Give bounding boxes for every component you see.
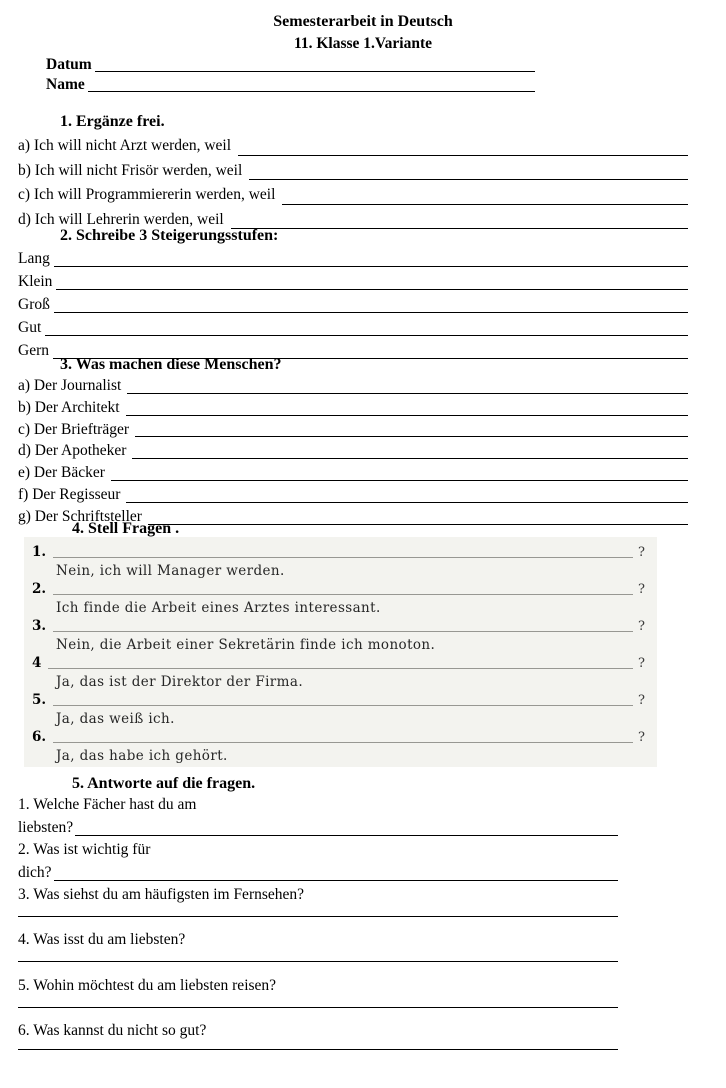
given-answer: Nein, die Arbeit einer Sekretärin finde ich monoton. xyxy=(56,637,436,653)
sentence-stem: b) Ich will nicht Frisör werden, weil xyxy=(18,161,243,179)
section-3-heading: 3. Was machen diese Menschen? xyxy=(60,356,282,373)
worksheet-header xyxy=(0,10,726,95)
question-answer-pair xyxy=(32,692,645,729)
fill-in-row xyxy=(18,270,688,293)
question-text: 2. Was ist wichtig für xyxy=(18,841,151,858)
fill-in-row xyxy=(18,440,688,462)
question-mark: ? xyxy=(638,545,645,560)
blank-line xyxy=(18,997,618,1008)
fill-in-row xyxy=(18,484,688,506)
question-text: 1. Welche Fächer hast du am xyxy=(18,796,197,813)
question-mark: ? xyxy=(638,656,645,671)
question-text-continuation: liebsten? xyxy=(18,819,74,836)
name-row xyxy=(46,75,535,95)
adjective-label: Lang xyxy=(18,250,50,267)
fill-in-row xyxy=(18,247,688,270)
given-answer: Nein, ich will Manager werden. xyxy=(56,563,285,579)
question-number: 4 xyxy=(32,655,42,671)
blank-line xyxy=(75,816,618,836)
fill-in-row xyxy=(18,419,688,441)
datum-label: Datum xyxy=(46,56,92,73)
blank-line xyxy=(238,134,688,156)
question-number: 6. xyxy=(32,729,47,745)
blank-line xyxy=(127,375,688,394)
blank-line xyxy=(54,293,688,313)
name-label: Name xyxy=(46,76,85,93)
sentence-stem: d) Ich will Lehrerin werden, weil xyxy=(18,210,224,228)
profession-label: c) Der Briefträger xyxy=(18,420,130,438)
question-line xyxy=(32,618,645,635)
section-4-heading: 4. Stell Fragen . xyxy=(72,520,180,537)
question-continuation-row xyxy=(18,861,618,884)
blank-line xyxy=(111,462,688,481)
blank-line xyxy=(54,247,688,267)
given-answer: Ja, das habe ich gehört. xyxy=(56,748,228,764)
profession-label: a) Der Journalist xyxy=(18,377,122,394)
profession-label: d) Der Apotheker xyxy=(18,442,127,460)
fill-in-row xyxy=(18,293,688,316)
section-4-stell-fragen xyxy=(18,521,688,767)
blank-line xyxy=(282,183,688,205)
question-continuation-row xyxy=(18,816,618,839)
question-text: 5. Wohin möchtest du am liebsten reisen? xyxy=(18,977,277,994)
adjective-label: Groß xyxy=(18,296,50,313)
given-answer: Ja, das weiß ich. xyxy=(56,711,175,727)
blank-line xyxy=(126,484,688,503)
question-mark: ? xyxy=(638,619,645,634)
blank-line xyxy=(54,861,618,881)
adjective-label: Gern xyxy=(18,342,49,359)
question-line xyxy=(32,692,645,709)
profession-label: f) Der Regisseur xyxy=(18,485,121,503)
page-subtitle: 11. Klasse 1.Variante xyxy=(293,35,433,52)
question-number: 3. xyxy=(32,618,47,634)
datum-row xyxy=(46,55,535,75)
section-2-steigerungsstufen xyxy=(18,225,688,362)
question-number: 2. xyxy=(32,581,47,597)
question-mark: ? xyxy=(638,693,645,708)
blank-line xyxy=(249,159,688,181)
question-text: 3. Was siehst du am häufigsten im Fernsehen? xyxy=(18,886,305,903)
fill-in-row xyxy=(18,316,688,339)
section-1-heading: 1. Ergänze frei. xyxy=(60,113,165,130)
question-text: 6. Was kannst du nicht so gut? xyxy=(18,1022,207,1039)
blank-line xyxy=(18,906,618,917)
question-mark: ? xyxy=(638,730,645,745)
blank-line xyxy=(18,1042,618,1050)
wrapped-question xyxy=(18,794,688,839)
question-line xyxy=(32,544,645,561)
question-blank-line xyxy=(48,655,633,669)
blank-line xyxy=(126,397,688,416)
question-line xyxy=(32,655,645,672)
blank-line xyxy=(135,419,688,438)
section-2-heading: 2. Schreibe 3 Steigerungsstufen: xyxy=(60,227,279,244)
datum-blank-line xyxy=(95,55,535,72)
given-answer: Ja, das ist der Direktor der Firma. xyxy=(56,674,304,690)
fill-in-row xyxy=(18,134,688,159)
question-blank-line xyxy=(53,544,633,558)
page-title: Semesterarbeit in Deutsch xyxy=(273,13,453,30)
question-line xyxy=(32,729,645,746)
section-5-antworte xyxy=(18,774,688,1050)
question-mark: ? xyxy=(638,582,645,597)
question-text: 4. Was isst du am liebsten? xyxy=(18,931,186,948)
question-text-continuation: dich? xyxy=(18,864,52,881)
wrapped-question xyxy=(18,839,688,884)
adjective-label: Gut xyxy=(18,319,42,336)
sentence-stem: c) Ich will Programmiererin werden, weil xyxy=(18,186,276,204)
question-number: 1. xyxy=(32,544,47,560)
question-number: 5. xyxy=(32,692,47,708)
profession-label: b) Der Architekt xyxy=(18,398,120,416)
profession-label: g) Der Schriftsteller xyxy=(18,507,142,525)
section-5-heading: 5. Antworte auf die fragen. xyxy=(72,775,256,792)
name-blank-line xyxy=(88,75,535,92)
question-blank-line xyxy=(53,618,633,632)
given-answer: Ich finde die Arbeit eines Arztes interessant. xyxy=(56,600,381,616)
question-answer-pair xyxy=(32,655,645,692)
question-answer-pair xyxy=(32,544,645,581)
adjective-label: Klein xyxy=(18,273,53,290)
question-blank-line xyxy=(53,581,633,595)
section-1-erganze-frei xyxy=(18,110,688,232)
question-answer-pair xyxy=(32,618,645,655)
question-answer-pair xyxy=(32,729,645,766)
blank-line xyxy=(45,316,688,336)
fill-in-row xyxy=(18,397,688,419)
question-blank-line xyxy=(53,729,633,743)
question-answer-pair xyxy=(32,581,645,618)
scanned-exercise-image xyxy=(24,537,657,767)
fill-in-row xyxy=(18,159,688,184)
question-line xyxy=(32,581,645,598)
question-blank-line xyxy=(53,692,633,706)
fill-in-row xyxy=(18,375,688,397)
blank-line xyxy=(56,270,688,290)
fill-in-row xyxy=(18,183,688,208)
profession-label: e) Der Bäcker xyxy=(18,464,105,482)
fill-in-row xyxy=(18,462,688,484)
sentence-stem: a) Ich will nicht Arzt werden, weil xyxy=(18,137,232,154)
blank-line xyxy=(132,440,688,459)
blank-line xyxy=(18,951,618,962)
section-3-was-machen xyxy=(18,354,688,528)
